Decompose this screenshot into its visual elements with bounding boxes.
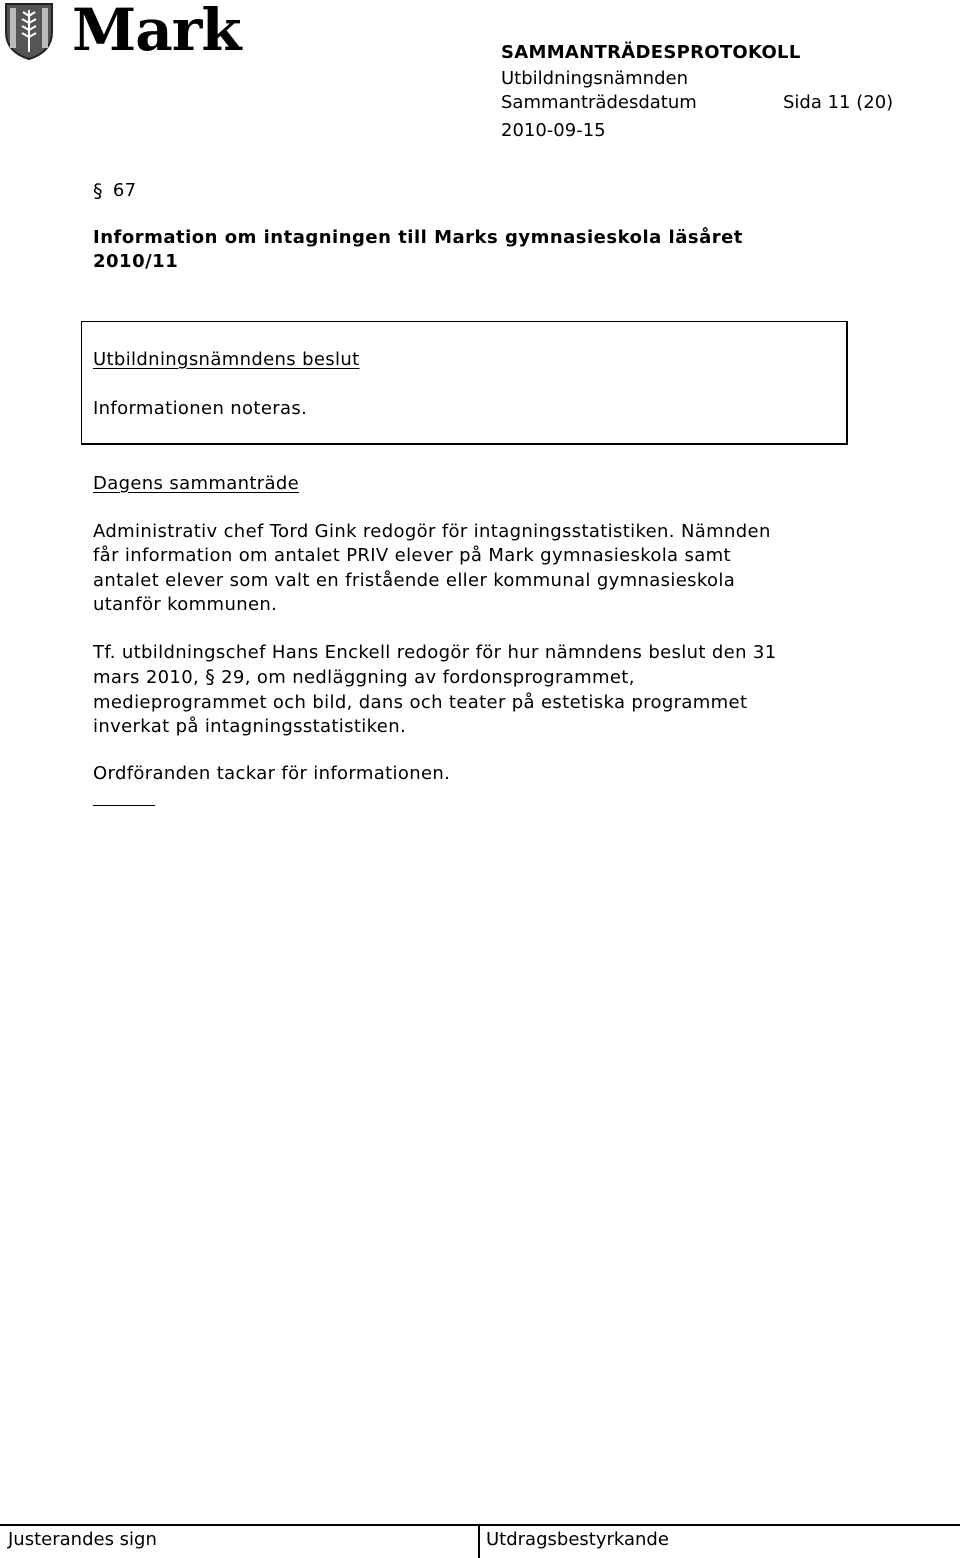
section-sign-icon: § bbox=[93, 180, 103, 202]
text-line bbox=[93, 665, 777, 690]
text-line: Tf. utbildningschef Hans Enckell redogör för hur nämndens beslut den 31 bbox=[93, 642, 777, 663]
text-fragment: mars 2010, bbox=[93, 667, 200, 689]
paragraph-number-value: 67 bbox=[112, 180, 137, 201]
meeting-paragraph-1 bbox=[93, 520, 771, 617]
adjuster-signature-label: Justerandes sign bbox=[8, 1529, 157, 1550]
decision-box bbox=[81, 321, 848, 445]
text-line: utanför kommunen. bbox=[93, 593, 278, 615]
meeting-date: 2010-09-15 bbox=[501, 120, 606, 141]
section-sign-icon: § bbox=[205, 666, 216, 689]
item-heading-line: Information om intagningen till Marks gymnasieskola läsåret bbox=[93, 227, 743, 248]
footer-divider bbox=[478, 1524, 480, 1558]
item-heading bbox=[93, 226, 743, 274]
municipal-coat-of-arms-logo bbox=[4, 2, 54, 60]
text-line: inverkat på intagningsstatistiken. bbox=[93, 715, 407, 737]
decision-text: Informationen noteras. bbox=[93, 398, 308, 419]
board-name: Utbildningsnämnden bbox=[501, 68, 688, 89]
decision-title: Utbildningsnämndens beslut bbox=[93, 349, 360, 370]
brand-name: Mark bbox=[72, 0, 241, 64]
text-fragment: 29, om nedläggning av fordonsprogrammet, bbox=[221, 667, 635, 689]
meeting-paragraph-2 bbox=[93, 641, 777, 739]
text-line: antalet elever som valt en fristående eller kommunal gymnasieskola bbox=[93, 569, 736, 591]
extract-certification-label: Utdragsbestyrkande bbox=[486, 1529, 669, 1550]
item-heading-line: 2010/11 bbox=[93, 251, 179, 272]
meeting-paragraph-3: Ordföranden tackar för informationen. bbox=[93, 763, 451, 784]
meeting-date-label: Sammanträdesdatum bbox=[501, 92, 697, 113]
text-line: får information om antalet PRIV elever på Mark gymnasieskola samt bbox=[93, 545, 731, 567]
end-of-item-rule bbox=[93, 805, 155, 806]
protocol-title: SAMMANTRÄDESPROTOKOLL bbox=[501, 42, 801, 63]
meeting-section-title: Dagens sammanträde bbox=[93, 473, 300, 494]
paragraph-number bbox=[93, 179, 136, 203]
text-line: medieprogrammet och bild, dans och teater på estetiska programmet bbox=[93, 691, 748, 713]
text-line: Administrativ chef Tord Gink redogör för intagningsstatistiken. Nämnden bbox=[93, 521, 771, 542]
footer-rule bbox=[0, 1524, 960, 1526]
page-number: Sida 11 (20) bbox=[783, 92, 894, 113]
